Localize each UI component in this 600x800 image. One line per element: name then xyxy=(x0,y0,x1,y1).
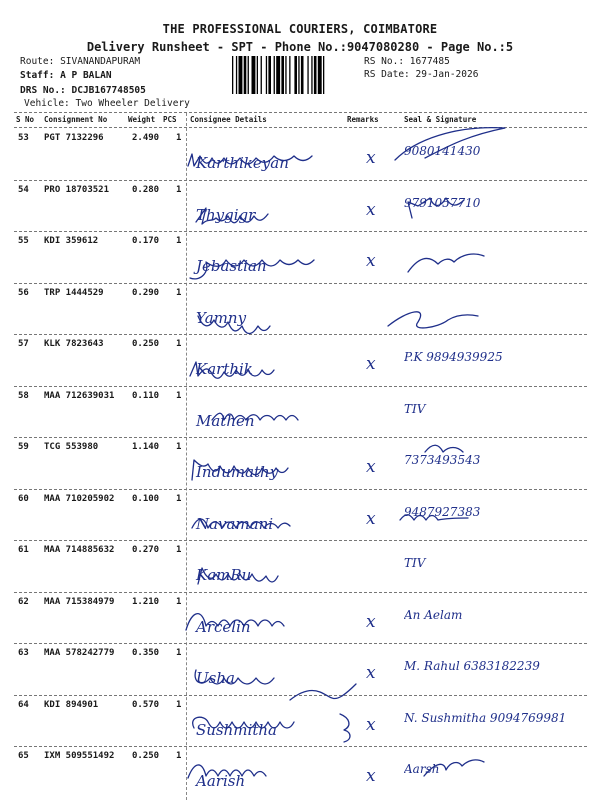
row-pcs: 1 xyxy=(176,596,182,607)
row-divider xyxy=(14,283,587,284)
barcode-bar xyxy=(298,56,299,94)
row-consignment: MAA 712639031 xyxy=(44,390,115,401)
row-remarks: x xyxy=(366,663,376,683)
row-sno: 53 xyxy=(18,133,29,143)
row-sno: 56 xyxy=(18,287,29,298)
route-label: Route: xyxy=(20,56,55,67)
row-signature: N. Sushmitha 9094769981 xyxy=(404,710,567,725)
row-sno: 64 xyxy=(18,699,29,710)
row-remarks: x xyxy=(366,199,376,220)
row-sno: 59 xyxy=(18,442,29,452)
row-divider xyxy=(14,746,587,747)
row-weight: 0.100 xyxy=(132,493,160,504)
row-divider xyxy=(14,592,587,593)
col-consignee: Consignee Details xyxy=(190,115,267,124)
row-signature: 9080141430 xyxy=(404,144,481,158)
consignee-divider xyxy=(186,113,187,800)
col-sno: S No xyxy=(16,115,35,124)
row-signature: Aarsh xyxy=(404,762,440,776)
row-pcs: 1 xyxy=(176,648,182,658)
row-weight: 0.250 xyxy=(132,751,160,761)
row-pcs: 1 xyxy=(176,287,182,298)
row-pcs: 1 xyxy=(176,390,182,401)
barcode-bar xyxy=(268,56,271,94)
col-signature: Seal & Signature xyxy=(404,115,477,124)
barcode-bar xyxy=(307,56,308,94)
row-signature: TIV xyxy=(404,556,426,570)
vehicle-line xyxy=(24,98,190,109)
row-consignee: Usha xyxy=(196,669,235,687)
col-pcs: PCS xyxy=(163,115,177,124)
vehicle-value: Two Wheeler Delivery xyxy=(75,98,190,109)
col-consignment: Consignment No xyxy=(44,115,108,124)
header-bottom-rule xyxy=(14,127,587,128)
row-consignee: Karthik xyxy=(196,360,253,378)
row-consignee: Thygigr xyxy=(196,205,256,224)
col-weight: Weight xyxy=(128,115,156,124)
staff-label: Staff: xyxy=(20,70,55,81)
rs-no-value: 1677485 xyxy=(409,56,450,67)
barcode-bar xyxy=(318,56,322,94)
barcode-bar xyxy=(285,56,286,94)
row-consignment: TRP 1444529 xyxy=(44,287,104,298)
row-weight: 0.290 xyxy=(132,287,160,298)
row-sno: 62 xyxy=(18,596,29,607)
row-signature: An Aelam xyxy=(404,607,463,622)
row-divider xyxy=(14,540,587,541)
row-divider xyxy=(14,437,587,438)
row-sno: 61 xyxy=(18,545,29,555)
barcode-bar xyxy=(244,56,247,94)
row-pcs: 1 xyxy=(176,545,182,555)
row-weight: 1.210 xyxy=(132,596,160,607)
barcode-bar xyxy=(289,56,290,94)
row-pcs: 1 xyxy=(176,751,182,761)
signature-scribble xyxy=(425,445,463,452)
drs-value: DCJB167748505 xyxy=(71,85,146,96)
row-consignment: TCG 553980 xyxy=(44,442,99,452)
runsheet-subtitle: Delivery Runsheet - SPT - Phone No.:9047080280 - Page No.:5 xyxy=(86,40,514,54)
barcode-bar xyxy=(311,56,312,94)
row-divider xyxy=(14,386,587,387)
row-pcs: 1 xyxy=(176,236,182,246)
barcode-bar xyxy=(236,56,237,94)
barcode-bar xyxy=(261,56,262,94)
rs-date-label: RS Date: xyxy=(364,69,410,80)
row-weight: 0.570 xyxy=(132,699,160,710)
row-pcs: 1 xyxy=(176,442,182,452)
vehicle-label: Vehicle: xyxy=(24,98,70,109)
barcode-bar xyxy=(323,56,324,94)
row-sno: 57 xyxy=(18,339,29,349)
barcode-bar xyxy=(281,56,284,94)
row-consignee: Arcelin xyxy=(196,617,251,636)
row-consignee: Indumathy xyxy=(196,463,279,481)
row-consignment: KDI 359612 xyxy=(44,236,99,246)
row-consignee: Navamani xyxy=(196,514,274,533)
row-consignee: Sushmitha xyxy=(196,720,277,739)
row-consignment: MAA 715384979 xyxy=(44,596,115,607)
rs-date-value: 29-Jan-2026 xyxy=(415,69,479,80)
row-weight: 0.250 xyxy=(132,339,160,349)
row-pcs: 1 xyxy=(176,339,182,349)
row-remarks: x xyxy=(366,508,376,529)
row-signature: P.K 9894939925 xyxy=(404,350,503,364)
rs-date-line xyxy=(364,69,478,80)
barcode-bar xyxy=(301,56,304,94)
row-consignee: Aarish xyxy=(196,772,246,790)
row-consignment: IXM 509551492 xyxy=(44,751,115,761)
row-remarks: x xyxy=(366,766,376,786)
barcode-bar xyxy=(274,56,275,94)
row-weight: 0.280 xyxy=(132,184,160,195)
row-weight: 0.110 xyxy=(132,390,160,401)
row-sno: 60 xyxy=(18,493,29,504)
row-consignment: MAA 710205902 xyxy=(44,493,115,504)
barcode-bar xyxy=(248,56,249,94)
row-signature: 7373493543 xyxy=(404,453,481,467)
row-consignment: KDI 894901 xyxy=(44,699,99,710)
row-consignee: Mathen xyxy=(196,411,255,430)
route-value: SIVANANDAPURAM xyxy=(60,56,141,67)
row-consignment: MAA 714885632 xyxy=(44,545,115,555)
row-signature: M. Rahul 6383182239 xyxy=(404,659,540,673)
row-weight: 2.490 xyxy=(132,133,160,143)
row-sno: 65 xyxy=(18,751,29,761)
staff-value: A P BALAN xyxy=(60,70,112,81)
row-pcs: 1 xyxy=(176,493,182,504)
row-consignee: Karthikeyan xyxy=(196,154,289,172)
barcode-bar xyxy=(239,56,243,94)
signature-scribble xyxy=(290,684,356,700)
row-sno: 63 xyxy=(18,648,29,658)
barcode-bar xyxy=(257,56,258,94)
row-remarks: x xyxy=(366,148,376,168)
drs-line xyxy=(20,85,146,96)
row-sno: 55 xyxy=(18,236,29,246)
row-remarks: x xyxy=(366,457,376,477)
barcode-bar xyxy=(294,56,297,94)
row-signature: 9791057710 xyxy=(404,195,481,210)
row-divider xyxy=(14,695,587,696)
route-line xyxy=(20,56,140,67)
row-remarks: x xyxy=(366,611,376,632)
row-remarks: x xyxy=(366,251,376,271)
row-pcs: 1 xyxy=(176,184,182,195)
row-remarks: x xyxy=(366,354,376,374)
row-weight: 0.170 xyxy=(132,236,160,246)
signature-scribble xyxy=(340,714,350,742)
barcode-bar xyxy=(266,56,267,94)
row-pcs: 1 xyxy=(176,133,182,143)
barcode-icon xyxy=(232,56,360,94)
row-signature: 9487927383 xyxy=(404,504,481,519)
row-divider xyxy=(14,231,587,232)
row-consignment: MAA 578242779 xyxy=(44,648,115,658)
row-consignment: KLK 7823643 xyxy=(44,339,104,349)
row-consignee: Yamny xyxy=(196,308,247,327)
row-divider xyxy=(14,643,587,644)
drs-label: DRS No.: xyxy=(20,85,66,96)
row-consignee: KamRu xyxy=(196,566,252,584)
row-pcs: 1 xyxy=(176,699,182,710)
row-weight: 0.350 xyxy=(132,648,160,658)
row-divider xyxy=(14,489,587,490)
row-sno: 54 xyxy=(18,184,29,195)
barcode-bar xyxy=(314,56,317,94)
row-consignee: Jebastian xyxy=(196,257,267,275)
row-divider xyxy=(14,334,587,335)
row-sno: 58 xyxy=(18,390,29,401)
col-remarks: Remarks xyxy=(347,115,379,124)
signature-scribble xyxy=(408,254,484,272)
company-title: THE PROFESSIONAL COURIERS, COIMBATORE xyxy=(162,22,438,36)
table-header xyxy=(0,113,600,128)
barcode-bar xyxy=(232,56,233,94)
row-weight: 0.270 xyxy=(132,545,160,555)
barcode-bar xyxy=(276,56,280,94)
row-divider xyxy=(14,180,587,181)
row-remarks: x xyxy=(366,714,376,735)
row-weight: 1.140 xyxy=(132,442,160,452)
barcode-bar xyxy=(252,56,256,94)
rs-no-label: RS No.: xyxy=(364,56,405,67)
row-consignment: PRO 18703521 xyxy=(44,184,110,195)
rs-no-line xyxy=(364,56,450,67)
staff-line xyxy=(20,70,112,81)
signature-scribble xyxy=(388,312,478,328)
row-consignment: PGT 7132296 xyxy=(44,133,104,143)
row-signature: TIV xyxy=(404,401,426,416)
